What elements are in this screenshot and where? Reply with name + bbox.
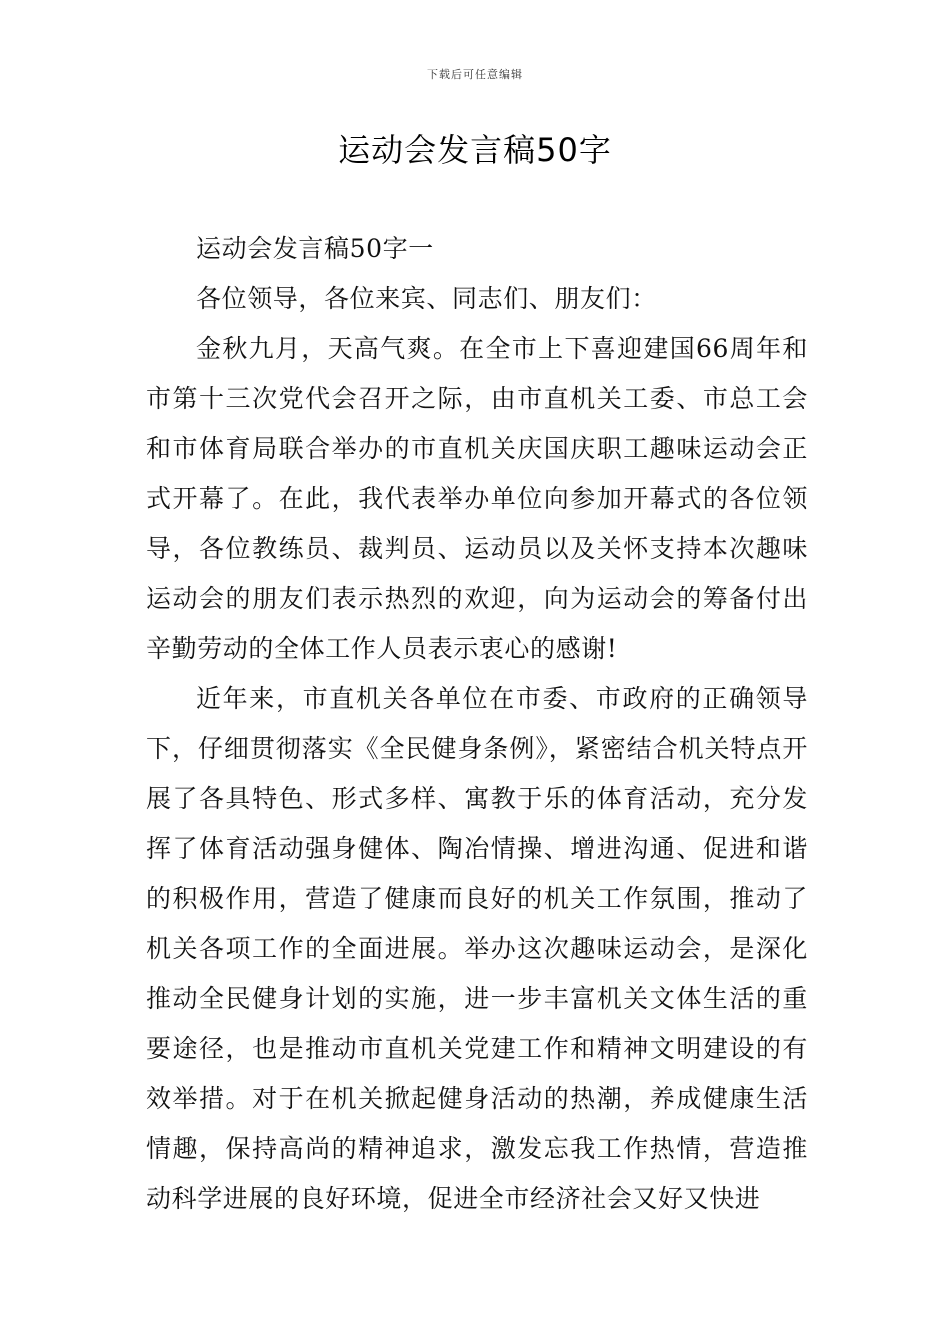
document-body <box>146 224 808 1224</box>
salutation: 各位领导，各位来宾、同志们、朋友们： <box>196 284 657 313</box>
header-note: 下载后可任意编辑 <box>427 68 523 81</box>
section-heading: 运动会发言稿50字一 <box>196 234 434 263</box>
paragraph: 近年来，市直机关各单位在市委、市政府的正确领导下，仔细贯彻落实《全民健身条例》，紧密结合机关特点开展了各具特色、形式多样、寓教于乐的体育活动，充分发挥了体育活动强身健体、陶冶情操、增进沟通、促进和谐的积极作用，营造了健康而良好的机关工作氛围，推动了机关各项工作的全面进展。举办这次趣味运动会，是深化推动全民健身计划的实施，进一步丰富机关文体生活的重要途径，也是推动市直机关党建工作和精神文明建设的有效举措。对于在机关掀起健身活动的热潮，养成健康生活情趣，保持高尚的精神追求，激发忘我工作热情，营造推动科学进展的良好环境，促进全市经济社会又好又快进 <box>146 684 808 1213</box>
paragraph: 金秋九月，天高气爽。在全市上下喜迎建国66周年和市第十三次党代会召开之际，由市直机关工委、市总工会和市体育局联合举办的市直机关庆国庆职工趣味运动会正式开幕了。在此，我代表举办单位向参加开幕式的各位领导，各位教练员、裁判员、运动员以及关怀支持本次趣味运动会的朋友们表示热烈的欢迎，向为运动会的筹备付出辛勤劳动的全体工作人员表示衷心的感谢! <box>146 334 808 663</box>
document-title: 运动会发言稿50字 <box>338 131 612 169</box>
